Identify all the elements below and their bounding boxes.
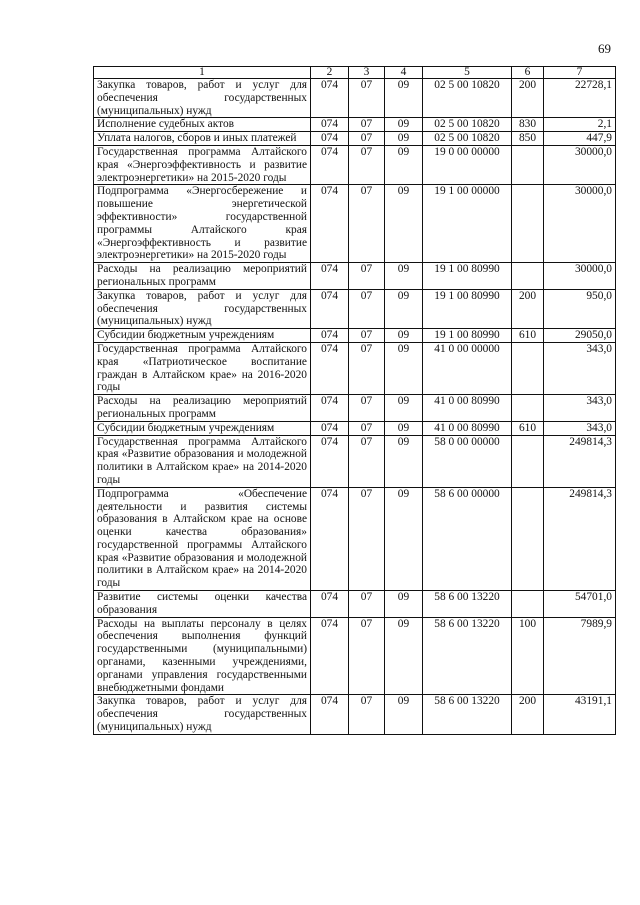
cell-amount: 54701,0 xyxy=(544,591,616,618)
cell-expense-type: 610 xyxy=(512,329,544,343)
cell-target-article: 41 0 00 00000 xyxy=(423,342,512,394)
table-row xyxy=(94,79,616,118)
cell-amount: 29050,0 xyxy=(544,329,616,343)
cell-section: 07 xyxy=(349,329,385,343)
table-row xyxy=(94,132,616,146)
cell-name: Уплата налогов, сборов и иных платежей xyxy=(94,132,311,146)
cell-subsection: 09 xyxy=(385,118,423,132)
cell-section: 07 xyxy=(349,118,385,132)
cell-subsection: 09 xyxy=(385,263,423,290)
cell-admin-code: 074 xyxy=(311,421,349,435)
cell-target-article: 02 5 00 10820 xyxy=(423,79,512,118)
cell-expense-type xyxy=(512,185,544,263)
cell-admin-code: 074 xyxy=(311,487,349,590)
header-row xyxy=(94,67,616,79)
cell-name: Закупка товаров, работ и услуг для обеспечения государственных (муниципальных) нужд xyxy=(94,695,311,734)
cell-amount: 30000,0 xyxy=(544,145,616,184)
table-row xyxy=(94,591,616,618)
cell-admin-code: 074 xyxy=(311,395,349,422)
cell-amount: 249814,3 xyxy=(544,435,616,487)
column-header: 4 xyxy=(385,67,423,79)
table-row xyxy=(94,263,616,290)
cell-admin-code: 074 xyxy=(311,695,349,734)
cell-admin-code: 074 xyxy=(311,435,349,487)
cell-target-article: 19 0 00 00000 xyxy=(423,145,512,184)
cell-target-article: 58 6 00 13220 xyxy=(423,695,512,734)
table-row xyxy=(94,487,616,590)
cell-admin-code: 074 xyxy=(311,263,349,290)
cell-name: Государственная программа Алтайского края «Патриотическое воспитание граждан в Алтайском крае» на 2016-2020 годы xyxy=(94,342,311,394)
cell-target-article: 41 0 00 80990 xyxy=(423,421,512,435)
cell-name: Расходы на реализацию мероприятий региональных программ xyxy=(94,395,311,422)
cell-name: Развитие системы оценки качества образования xyxy=(94,591,311,618)
cell-expense-type: 200 xyxy=(512,289,544,328)
cell-target-article: 41 0 00 80990 xyxy=(423,395,512,422)
cell-section: 07 xyxy=(349,185,385,263)
table-row xyxy=(94,289,616,328)
column-header: 6 xyxy=(512,67,544,79)
table-row xyxy=(94,435,616,487)
cell-expense-type xyxy=(512,145,544,184)
cell-section: 07 xyxy=(349,289,385,328)
table-row xyxy=(94,118,616,132)
cell-admin-code: 074 xyxy=(311,342,349,394)
cell-name: Расходы на реализацию мероприятий региональных программ xyxy=(94,263,311,290)
cell-expense-type xyxy=(512,395,544,422)
table-row xyxy=(94,145,616,184)
cell-expense-type xyxy=(512,342,544,394)
cell-admin-code: 074 xyxy=(311,118,349,132)
cell-amount: 30000,0 xyxy=(544,263,616,290)
cell-subsection: 09 xyxy=(385,435,423,487)
cell-subsection: 09 xyxy=(385,185,423,263)
cell-amount: 22728,1 xyxy=(544,79,616,118)
column-header: 2 xyxy=(311,67,349,79)
cell-amount: 43191,1 xyxy=(544,695,616,734)
cell-amount: 249814,3 xyxy=(544,487,616,590)
cell-target-article: 19 1 00 80990 xyxy=(423,263,512,290)
column-header: 5 xyxy=(423,67,512,79)
cell-name: Субсидии бюджетным учреждениям xyxy=(94,329,311,343)
cell-expense-type: 850 xyxy=(512,132,544,146)
table-row xyxy=(94,421,616,435)
cell-section: 07 xyxy=(349,695,385,734)
cell-admin-code: 074 xyxy=(311,591,349,618)
cell-name: Закупка товаров, работ и услуг для обеспечения государственных (муниципальных) нужд xyxy=(94,289,311,328)
cell-subsection: 09 xyxy=(385,79,423,118)
cell-subsection: 09 xyxy=(385,421,423,435)
budget-table xyxy=(93,66,616,735)
cell-section: 07 xyxy=(349,342,385,394)
column-header: 3 xyxy=(349,67,385,79)
cell-section: 07 xyxy=(349,79,385,118)
cell-name: Государственная программа Алтайского края «Развитие образования и молодежной политики в Алтайском крае» на 2014-2020 годы xyxy=(94,435,311,487)
cell-subsection: 09 xyxy=(385,132,423,146)
cell-amount: 950,0 xyxy=(544,289,616,328)
cell-amount: 343,0 xyxy=(544,421,616,435)
cell-amount: 30000,0 xyxy=(544,185,616,263)
cell-name: Субсидии бюджетным учреждениям xyxy=(94,421,311,435)
cell-section: 07 xyxy=(349,435,385,487)
table-row xyxy=(94,695,616,734)
cell-subsection: 09 xyxy=(385,617,423,695)
cell-expense-type xyxy=(512,487,544,590)
cell-target-article: 02 5 00 10820 xyxy=(423,132,512,146)
cell-section: 07 xyxy=(349,617,385,695)
cell-target-article: 02 5 00 10820 xyxy=(423,118,512,132)
cell-amount: 447,9 xyxy=(544,132,616,146)
cell-expense-type: 830 xyxy=(512,118,544,132)
cell-section: 07 xyxy=(349,263,385,290)
cell-expense-type: 200 xyxy=(512,695,544,734)
cell-name: Закупка товаров, работ и услуг для обеспечения государственных (муниципальных) нужд xyxy=(94,79,311,118)
cell-subsection: 09 xyxy=(385,487,423,590)
cell-admin-code: 074 xyxy=(311,79,349,118)
cell-amount: 2,1 xyxy=(544,118,616,132)
table-row xyxy=(94,342,616,394)
cell-name: Подпрограмма «Обеспечение деятельности и развития системы образования в Алтайском крае на основе оценки качества образования» государственной программы Алтайского края «Развитие образования и молодежной политики в Алтайском крае» на 2014-2020 годы xyxy=(94,487,311,590)
cell-target-article: 19 1 00 80990 xyxy=(423,289,512,328)
cell-target-article: 58 6 00 13220 xyxy=(423,591,512,618)
table-row xyxy=(94,395,616,422)
cell-amount: 343,0 xyxy=(544,342,616,394)
cell-admin-code: 074 xyxy=(311,329,349,343)
cell-section: 07 xyxy=(349,487,385,590)
cell-subsection: 09 xyxy=(385,395,423,422)
cell-name: Расходы на выплаты персоналу в целях обеспечения выполнения функций государственными (муниципальными) органами, казенными учреждениями, органами управления государственными внебюджетными фондами xyxy=(94,617,311,695)
column-header: 7 xyxy=(544,67,616,79)
cell-subsection: 09 xyxy=(385,695,423,734)
cell-expense-type xyxy=(512,263,544,290)
cell-target-article: 19 1 00 00000 xyxy=(423,185,512,263)
page-number: 69 xyxy=(598,41,611,56)
cell-expense-type: 200 xyxy=(512,79,544,118)
cell-admin-code: 074 xyxy=(311,132,349,146)
table-row xyxy=(94,185,616,263)
cell-name: Государственная программа Алтайского края «Энергоэффективность и развитие электроэнергетики» на 2015-2020 годы xyxy=(94,145,311,184)
cell-subsection: 09 xyxy=(385,342,423,394)
cell-admin-code: 074 xyxy=(311,185,349,263)
cell-section: 07 xyxy=(349,421,385,435)
cell-expense-type: 610 xyxy=(512,421,544,435)
cell-subsection: 09 xyxy=(385,289,423,328)
cell-admin-code: 074 xyxy=(311,617,349,695)
cell-expense-type xyxy=(512,435,544,487)
cell-section: 07 xyxy=(349,591,385,618)
cell-subsection: 09 xyxy=(385,329,423,343)
cell-amount: 343,0 xyxy=(544,395,616,422)
cell-amount: 7989,9 xyxy=(544,617,616,695)
cell-name: Исполнение судебных актов xyxy=(94,118,311,132)
cell-admin-code: 074 xyxy=(311,145,349,184)
cell-subsection: 09 xyxy=(385,145,423,184)
column-header: 1 xyxy=(94,67,311,79)
cell-target-article: 58 6 00 13220 xyxy=(423,617,512,695)
cell-expense-type xyxy=(512,591,544,618)
table-row xyxy=(94,617,616,695)
cell-expense-type: 100 xyxy=(512,617,544,695)
cell-subsection: 09 xyxy=(385,591,423,618)
cell-section: 07 xyxy=(349,145,385,184)
cell-target-article: 58 6 00 00000 xyxy=(423,487,512,590)
cell-admin-code: 074 xyxy=(311,289,349,328)
cell-target-article: 58 0 00 00000 xyxy=(423,435,512,487)
cell-name: Подпрограмма «Энергосбережение и повышение энергетической эффективности» государственной программы Алтайского края «Энергоэффективность и развитие электроэнергетики» на 2015-2020 годы xyxy=(94,185,311,263)
cell-section: 07 xyxy=(349,395,385,422)
cell-section: 07 xyxy=(349,132,385,146)
table-row xyxy=(94,329,616,343)
cell-target-article: 19 1 00 80990 xyxy=(423,329,512,343)
